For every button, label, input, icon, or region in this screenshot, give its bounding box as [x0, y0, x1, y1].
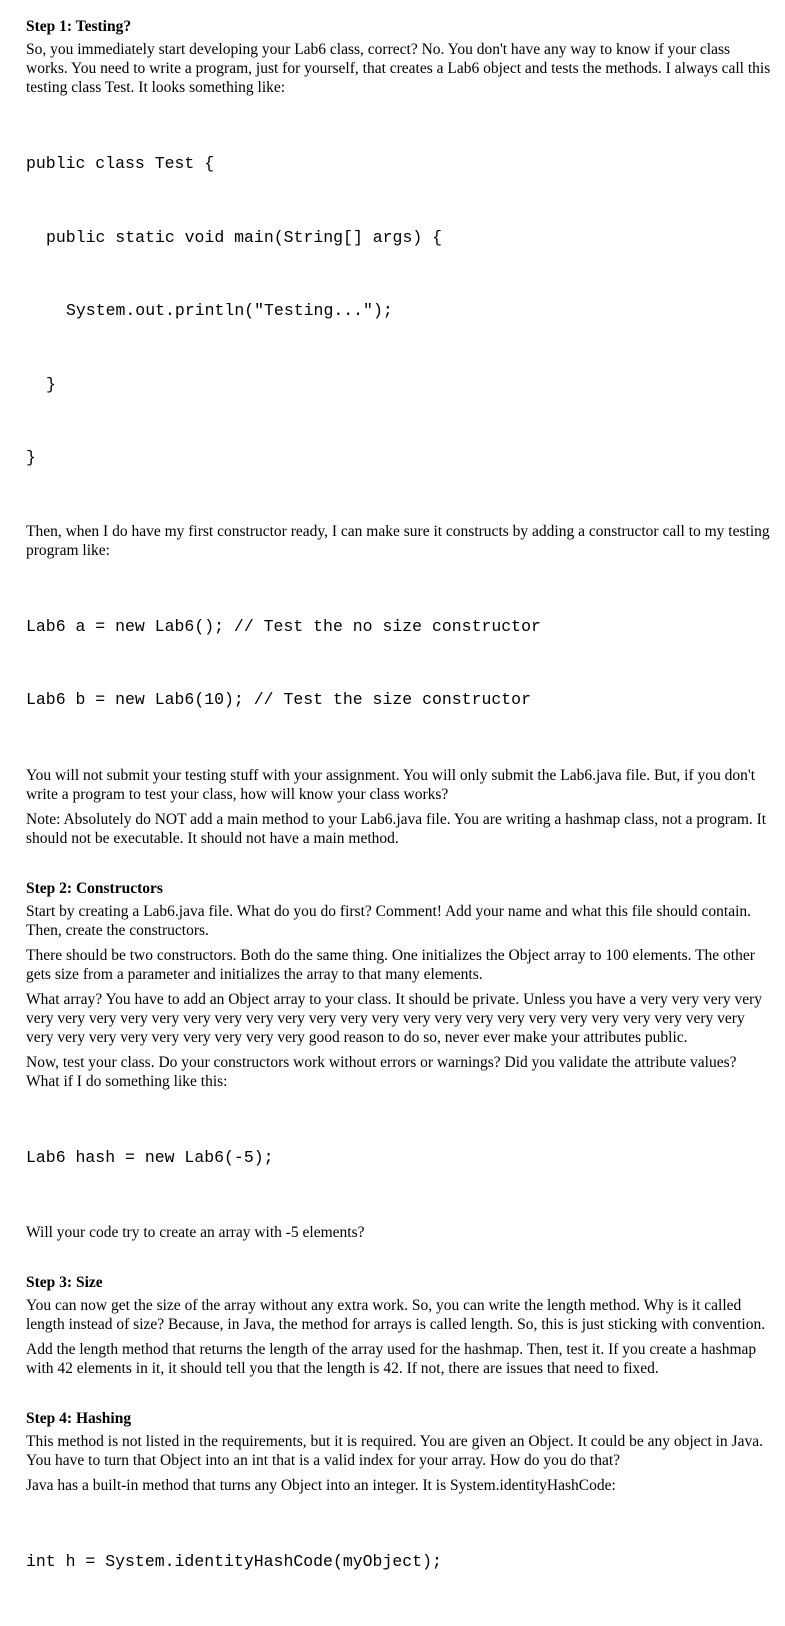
step2-paragraph-1: Start by creating a Lab6.java file. What do you do first? Comment! Add your name and what this file should contain. Then, create the constructors.: [26, 902, 752, 939]
step1-paragraph-1: So, you immediately start developing your Lab6 class, correct? No. You don't have any way to know if your class works. You need to write a program, just for yourself, that creates a Lab6 object and tests the methods. I always call this testing class Test. It looks something like:: [26, 41, 771, 96]
step4-heading: Step 4: Hashing: [26, 1410, 132, 1427]
code-line: Lab6 b = new Lab6(10); // Test the size constructor: [26, 690, 531, 709]
code-line: }: [46, 374, 56, 394]
code-line: public static void main(String[] args) {: [46, 227, 443, 247]
step2-paragraph-2: There should be two constructors. Both do the same thing. One initializes the Object array to 100 elements. The other gets size from a parameter and initializes the array to that many elements.: [26, 946, 755, 983]
step2-paragraph-3: What array? You have to add an Object array to your class. It should be private. Unless you have a very very very very very very very very very very very very very very very very very very very very very very very very very very very very very very very very very very very very good reason to do so, never ever make your attributes public.: [26, 990, 763, 1046]
section-spacer: [26, 1248, 771, 1272]
step3-heading: Step 3: Size: [26, 1274, 103, 1291]
step4-section: [26, 1408, 771, 1624]
step2-heading: Step 2: Constructors: [26, 879, 163, 897]
step4-paragraph-2: Java has a built-in method that turns any Object into an integer. It is System.identityHashCode:: [26, 1477, 616, 1494]
step1-paragraph-2: Then, when I do have my first constructor ready, I can make sure it constructs by adding a constructor call to my testing program like:: [26, 522, 770, 559]
code-line: Lab6 hash = new Lab6(-5);: [26, 1147, 274, 1167]
code-line: System.out.println("Testing...");: [66, 301, 393, 320]
step2-paragraph-5: Will your code try to create an array with -5 elements?: [26, 1224, 365, 1241]
step1-code-block: [26, 103, 771, 520]
step1-code-block-2: [26, 566, 771, 762]
section-spacer: [26, 854, 771, 878]
section-spacer: [26, 1384, 771, 1408]
code-line: }: [26, 448, 36, 467]
step4-paragraph-1: This method is not listed in the requirements, but it is required. You are given an Object. It could be any object in Java. You have to turn that Object into an int that is a valid index for your array. How do you do that?: [26, 1433, 763, 1469]
code-line: int h = System.identityHashCode(myObject);: [26, 1552, 442, 1571]
step2-paragraph-4: Now, test your class. Do your constructors work without errors or warnings? Did you validate the attribute values? What if I do something like this:: [26, 1053, 737, 1090]
step3-paragraph-2: Add the length method that returns the length of the array used for the hashmap. Then, test it. If you create a hashmap with 42 elements in it, it should tell you that the length is 42. If not, there are issues that need to fixed.: [26, 1341, 757, 1377]
step1-heading: Step 1: Testing?: [26, 18, 132, 35]
step2-section: [26, 878, 771, 1243]
step1-paragraph-3: You will not submit your testing stuff with your assignment. You will only submit the Lab6.java file. But, if you don't write a program to test your class, how will know your class works?: [26, 766, 755, 803]
step3-paragraph-1: You can now get the size of the array without any extra work. So, you can write the length method. Why is it called length instead of size? Because, in Java, the method for arrays is called length. So, this is just sticking with convention.: [26, 1297, 766, 1333]
step3-section: [26, 1272, 771, 1378]
step2-code-block: [26, 1097, 771, 1220]
step1-paragraph-4: Note: Absolutely do NOT add a main method to your Lab6.java file. You are writing a hashmap class, not a program. It should not be executable. It should not have a main method.: [26, 810, 767, 847]
code-line: Lab6 a = new Lab6(); // Test the no size constructor: [26, 616, 541, 636]
document-page: [26, 16, 771, 1626]
step1-section: [26, 16, 771, 848]
code-line: public class Test {: [26, 154, 215, 173]
step4-code-block: [26, 1501, 771, 1624]
